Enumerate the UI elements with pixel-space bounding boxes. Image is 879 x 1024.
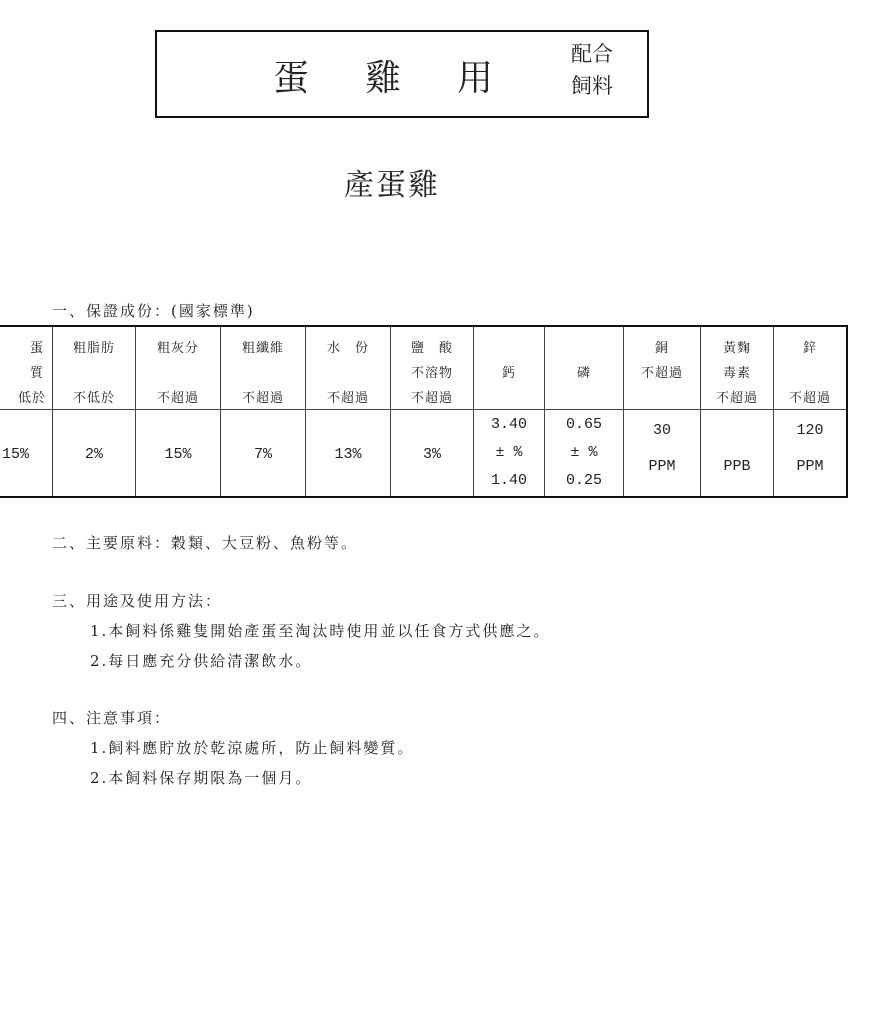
header-cell-crude-fiber: 粗纖維 不超過 xyxy=(241,341,284,406)
table-value-row xyxy=(0,410,847,498)
usage-item-2: 2.每日應充分供給清潔飲水。 xyxy=(90,652,313,670)
guaranteed-analysis-table xyxy=(0,325,848,498)
feed-type-line1: 配合 xyxy=(571,42,613,66)
value-calcium: 3.40 ± % 1.40 xyxy=(490,416,527,489)
header-cell-hcl-insoluble: 鹽 酸 不溶物 不超過 xyxy=(410,341,453,406)
title-char: 雞 xyxy=(365,58,402,99)
section1-heading: 一、保證成份：(國家標準) xyxy=(52,302,255,320)
title-box xyxy=(155,30,649,118)
header-cell-aflatoxin: 黃麴 毒素 不超過 xyxy=(715,341,758,406)
notice-item-2: 2.本飼料保存期限為一個月。 xyxy=(90,769,313,787)
title-char: 用 xyxy=(457,58,494,99)
value-crude-fiber: 7% xyxy=(253,446,272,463)
feed-type-label xyxy=(571,38,635,102)
value-moisture: 13% xyxy=(334,446,362,463)
value-hcl-insoluble: 3% xyxy=(422,446,441,463)
header-cell-protein: 蛋 質 低於 xyxy=(17,341,46,406)
value-aflatoxin: PPB xyxy=(723,458,751,475)
table-header-row xyxy=(0,326,847,410)
header-cell-calcium: 鈣 xyxy=(501,366,516,381)
value-crude-ash: 15% xyxy=(164,446,192,463)
value-crude-fat: 2% xyxy=(84,446,103,463)
header-cell-crude-fat: 粗脂肪 不低於 xyxy=(72,341,115,406)
product-subtitle: 產蛋雞 xyxy=(344,168,440,203)
header-cell-moisture: 水 份 不超過 xyxy=(326,341,369,406)
section2-ingredients: 二、主要原料：穀類、大豆粉、魚粉等。 xyxy=(52,534,359,552)
header-cell-phosphorus: 磷 xyxy=(576,366,591,381)
usage-item-1: 1.本飼料係雞隻開始產蛋至淘汰時使用並以任食方式供應之。 xyxy=(90,622,551,640)
value-copper: 30 PPM xyxy=(648,422,676,475)
value-phosphorus: 0.65 ± % 0.25 xyxy=(565,416,602,489)
notice-item-1: 1.飼料應貯放於乾涼處所，防止飼料變質。 xyxy=(90,739,415,757)
header-cell-zinc: 鋅 不超過 xyxy=(788,341,831,406)
value-protein: 15% xyxy=(2,446,30,463)
title-char: 蛋 xyxy=(273,58,310,99)
header-cell-crude-ash: 粗灰分 不超過 xyxy=(156,341,199,406)
document-title xyxy=(273,50,549,101)
feed-type-line2: 飼料 xyxy=(571,74,613,98)
header-cell-copper: 銅 不超過 xyxy=(640,341,683,381)
value-zinc: 120 PPM xyxy=(796,422,824,475)
section4-heading: 四、注意事項： xyxy=(52,709,172,727)
section3-heading: 三、用途及使用方法： xyxy=(52,592,223,610)
